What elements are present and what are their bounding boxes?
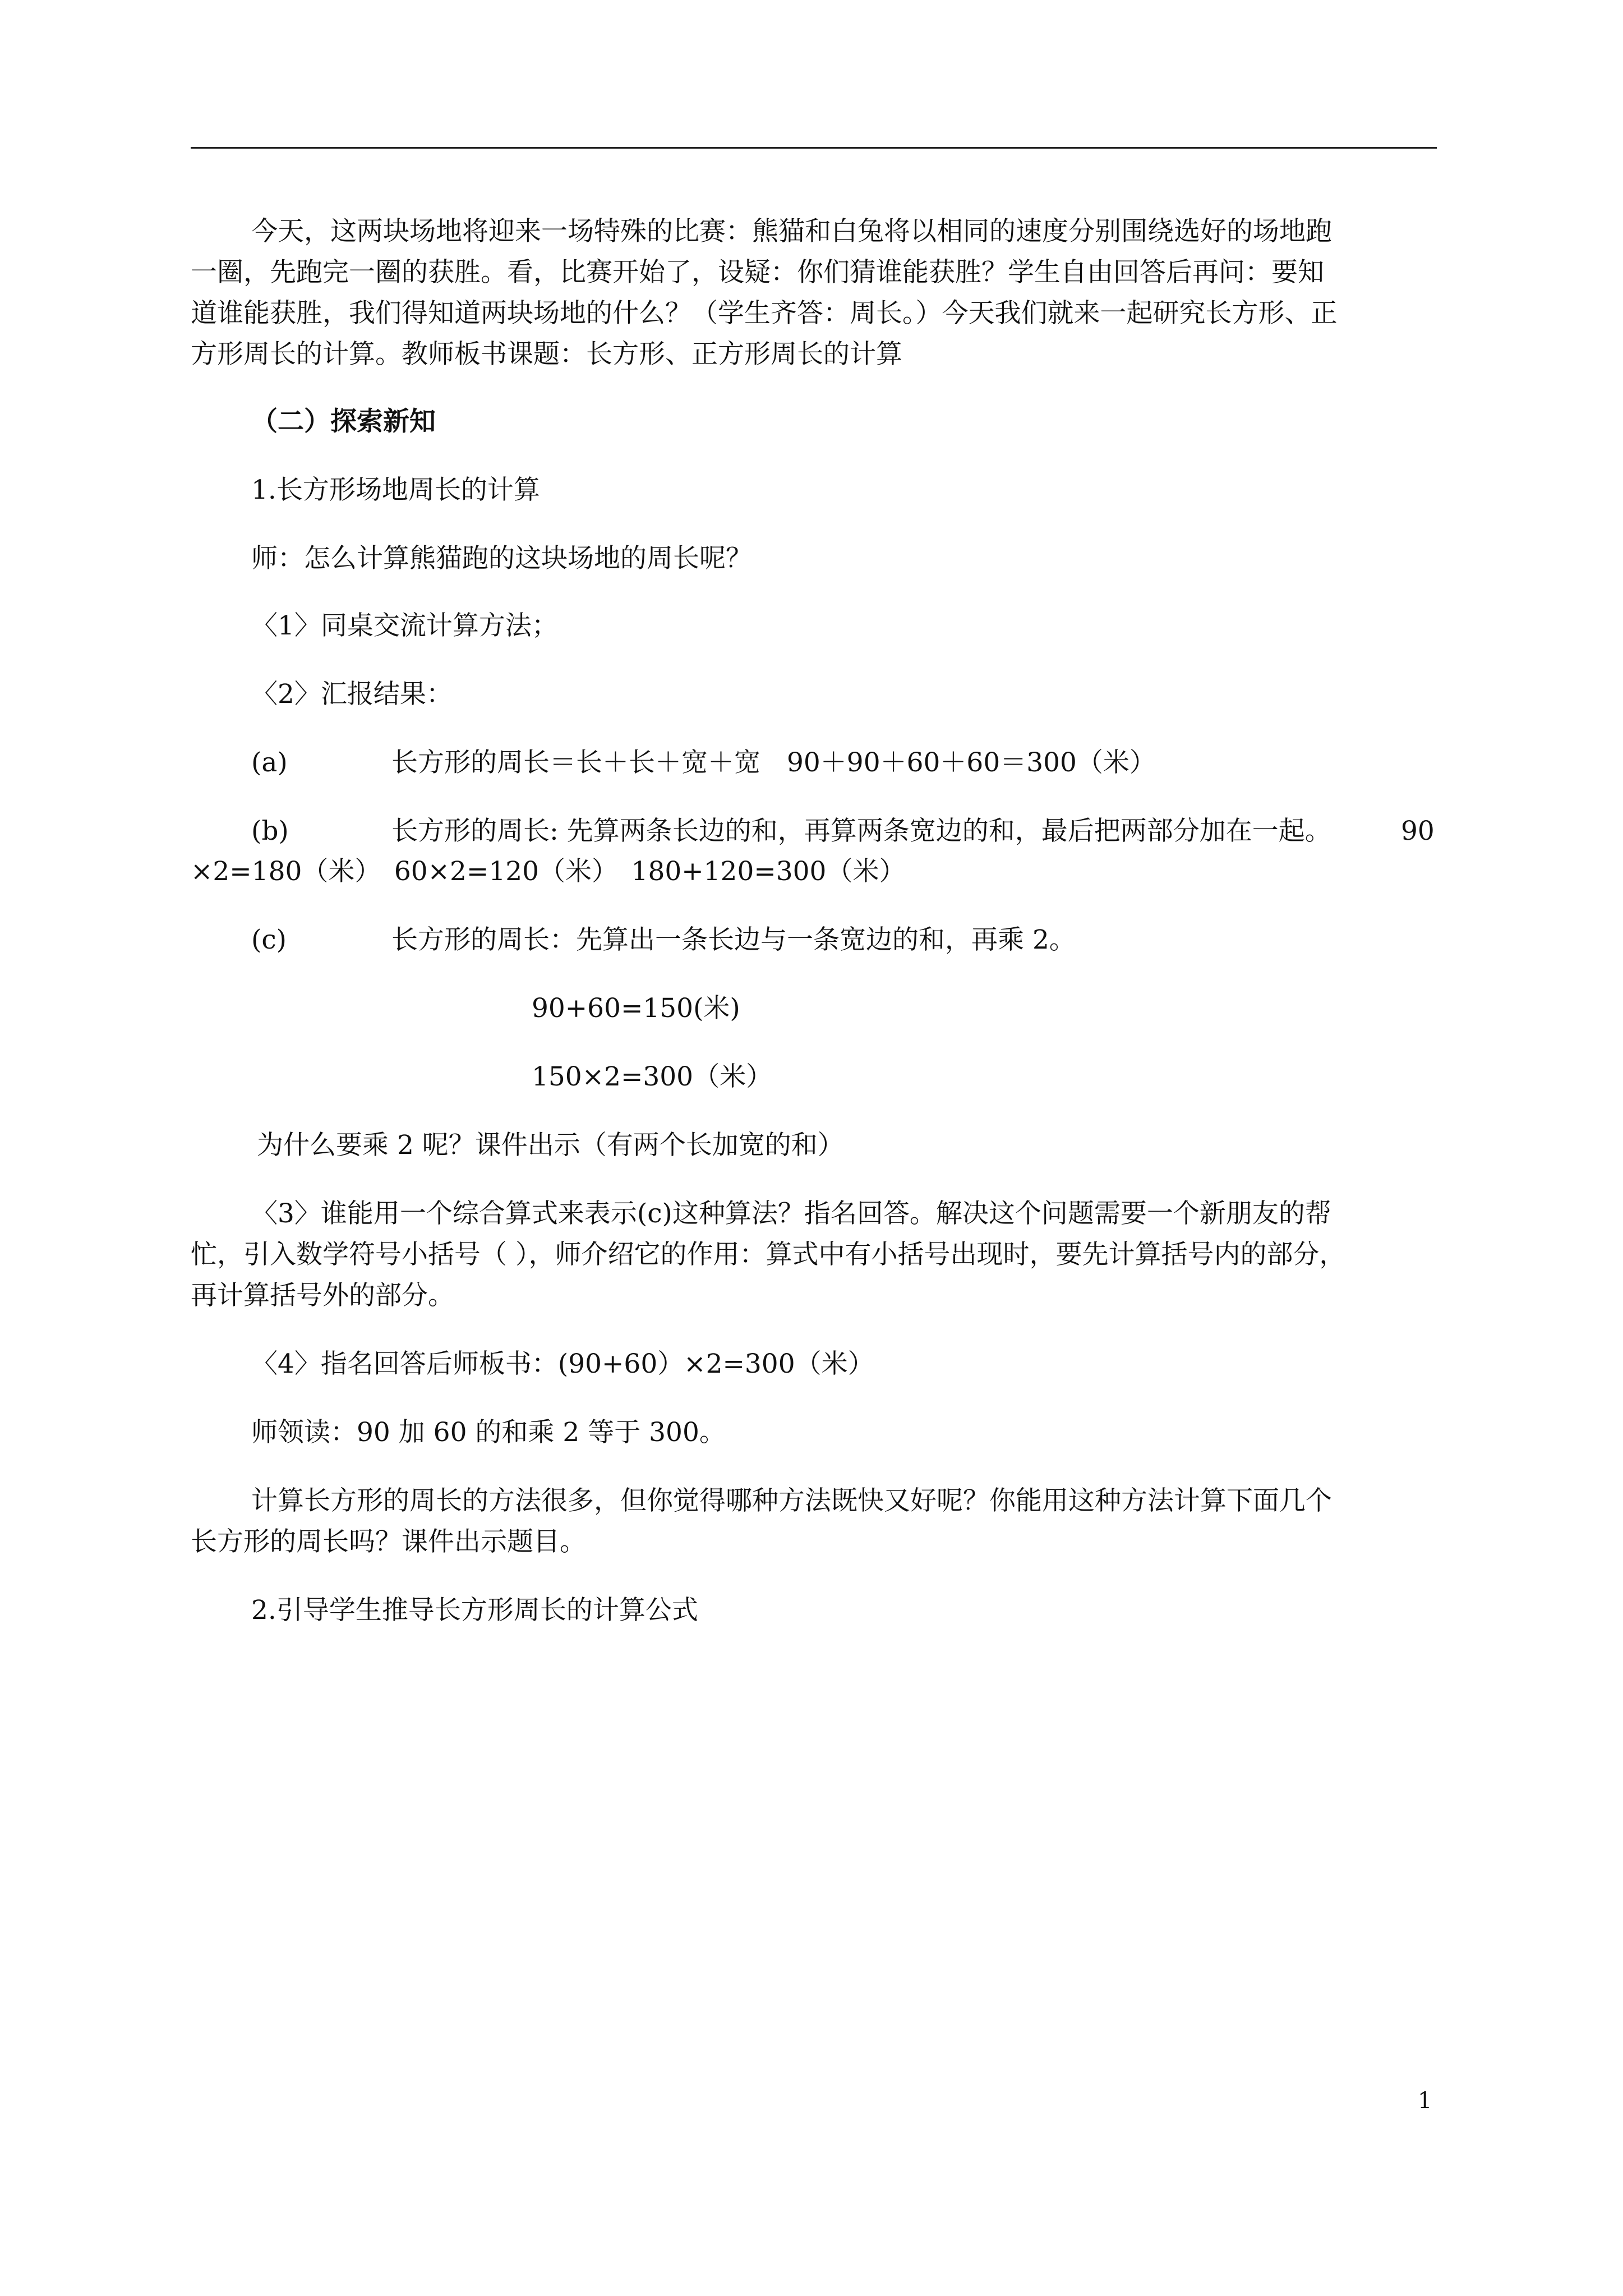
calc-step-2: 150×2=300（米） (532, 1061, 773, 1092)
method-a-text: 长方形的周长＝长＋长＋宽＋宽 90＋90＋60＋60＝300（米） (391, 747, 1156, 778)
method-b-text: 长方形的周长: 先算两条长边的和，再算两条宽边的和，最后把两部分加在一起。 (391, 816, 1331, 846)
step-1: 〈1〉同桌交流计算方法； (251, 610, 558, 641)
calc-step-1: 90+60=150(米) (532, 993, 740, 1024)
method-c-label: (c) (251, 924, 287, 955)
teacher-question: 师：怎么计算熊猫跑的这块场地的周长呢？ (251, 543, 752, 574)
method-a-label: (a) (251, 747, 288, 778)
closing-line-1: 计算长方形的周长的方法很多，但你觉得哪种方法既快又好呢？你能用这种方法计算下面几个 (251, 1485, 1332, 1516)
teacher-read: 师领读：90 加 60 的和乘 2 等于 300。 (251, 1417, 726, 1448)
header-rule (191, 147, 1437, 149)
step-3-line-1: 〈3〉谁能用一个综合算式来表示(c)这种算法？指名回答。解决这个问题需要一个新朋友的帮 (251, 1198, 1331, 1229)
method-b-tail: 90 (1401, 816, 1435, 846)
intro-line-2: 一圈，先跑完一圈的获胜。看，比赛开始了，设疑：你们猜谁能获胜？学生自由回答后再问：要知 (191, 257, 1324, 288)
section-heading: （二）探索新知 (251, 406, 436, 437)
page-number: 1 (1418, 2088, 1432, 2114)
method-c-text: 长方形的周长：先算出一条长边与一条宽边的和，再乘 2。 (391, 924, 1076, 955)
step-3-line-3: 再计算括号外的部分。 (191, 1280, 454, 1311)
intro-line-1: 今天，这两块场地将迎来一场特殊的比赛：熊猫和白兔将以相同的速度分别围绕选好的场地跑 (251, 216, 1332, 247)
intro-line-4: 方形周长的计算。教师板书课题：长方形、正方形周长的计算 (191, 339, 902, 370)
item1-title: 1.长方形场地周长的计算 (251, 475, 540, 505)
why-question: 为什么要乘 2 呢？课件出示（有两个长加宽的和） (257, 1130, 844, 1161)
item2-title: 2.引导学生推导长方形周长的计算公式 (251, 1595, 698, 1626)
method-b-label: (b) (251, 816, 289, 846)
step-2: 〈2〉汇报结果： (251, 679, 453, 710)
step-4: 〈4〉指名回答后师板书：(90+60）×2=300（米） (251, 1349, 874, 1379)
closing-line-2: 长方形的周长吗？课件出示题目。 (191, 1526, 586, 1557)
method-b-line-2: ×2=180（米） 60×2=120（米） 180+120=300（米） (191, 856, 906, 887)
intro-line-3: 道谁能获胜，我们得知道两块场地的什么？（学生齐答：周长。）今天我们就来一起研究长方形、正 (191, 298, 1338, 329)
step-3-line-2: 忙，引入数学符号小括号（ ），师介绍它的作用：算式中有小括号出现时，要先计算括号内的部分， (191, 1239, 1346, 1270)
